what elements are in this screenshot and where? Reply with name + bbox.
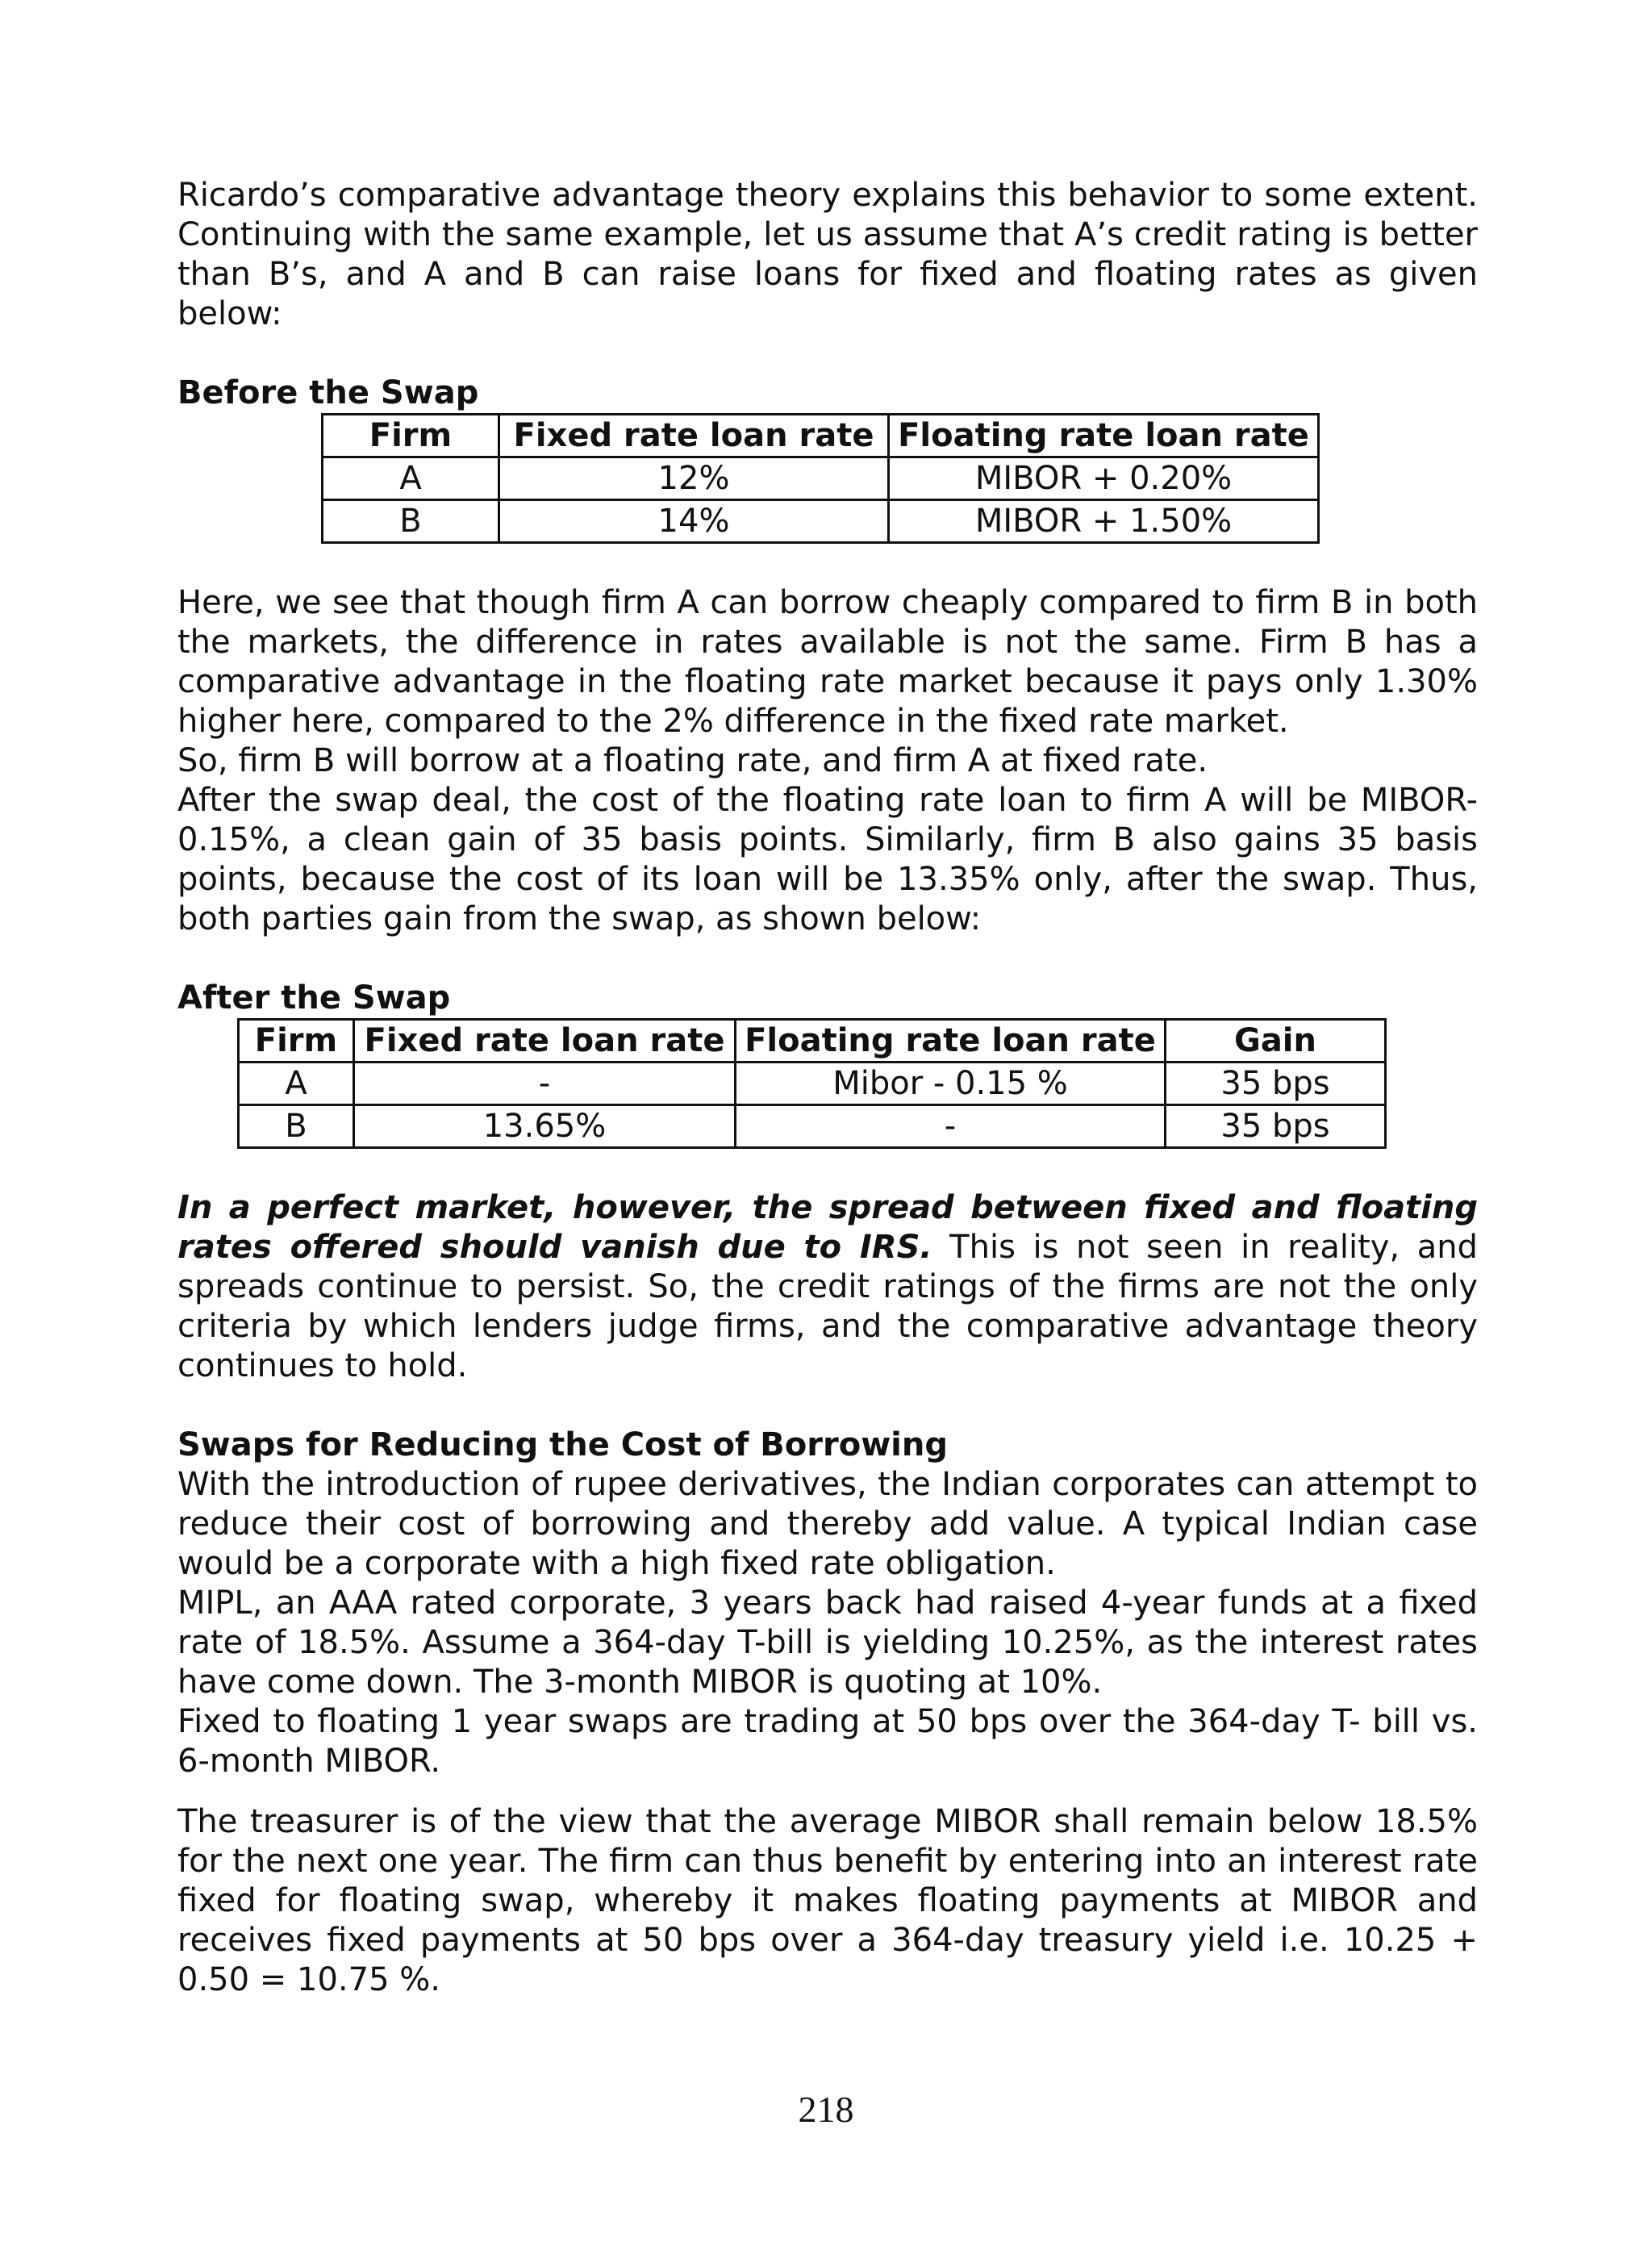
column-header-floating-rate: Floating rate loan rate xyxy=(889,415,1319,457)
table-header-row xyxy=(323,415,1319,457)
paragraph-treasurer-view: The treasurer is of the view that the average MIBOR shall remain below 18.5% for the next one year. The firm can thus benefit by entering into an interest rate fixed for floating swap, whereby it makes floating payments at MIBOR and receives fixed payments at 50 bps over a 364-day treasury yield i.e. 10.25 + 0.50 = 10.75 %. xyxy=(177,1803,1478,1998)
emphasis-text: In a perfect market, however, the spread between fixed and floating rates offered should vanish due to IRS. xyxy=(177,1189,1478,1266)
paragraph-text: This is not seen in reality, and spreads continue to persist. So, the credit ratings of the firms are not the only criteria by which lenders judge firms, and the comparative advantage theory continues to hold. xyxy=(177,1229,1478,1384)
heading-swaps-reducing-cost: Swaps for Reducing the Cost of Borrowing xyxy=(177,1426,948,1463)
table-cell: 35 bps xyxy=(1166,1063,1386,1105)
table-row xyxy=(239,1105,1386,1148)
heading-after-swap: After the Swap xyxy=(177,979,451,1017)
table-cell: - xyxy=(736,1105,1166,1148)
table-cell: 13.65% xyxy=(354,1105,736,1148)
table-cell: Mibor - 0.15 % xyxy=(736,1063,1166,1105)
table-cell: 35 bps xyxy=(1166,1105,1386,1148)
table-cell: MIBOR + 0.20% xyxy=(889,457,1319,500)
table-cell: 14% xyxy=(499,500,889,543)
table-row xyxy=(323,457,1319,500)
column-header-floating-rate: Floating rate loan rate xyxy=(736,1020,1166,1063)
paragraph-ricardo-theory: Ricardo’s comparative advantage theory explains this behavior to some extent. Continuing with the same example, let us assume that A’s credit rating is better than B’s, and A and B can raise loans for fixed and floating rates as given below: xyxy=(177,177,1478,332)
table-cell: - xyxy=(354,1063,736,1105)
table-cell: B xyxy=(239,1105,354,1148)
table-header-row xyxy=(239,1020,1386,1063)
table-cell: MIBOR + 1.50% xyxy=(889,500,1319,543)
column-header-gain: Gain xyxy=(1166,1020,1386,1063)
table-cell: B xyxy=(323,500,499,543)
page-content xyxy=(177,176,1478,2000)
table-cell: A xyxy=(239,1063,354,1105)
column-header-firm: Firm xyxy=(239,1020,354,1063)
column-header-fixed-rate: Fixed rate loan rate xyxy=(354,1020,736,1063)
paragraph-after-swap-deal: After the swap deal, the cost of the floating rate loan to firm A will be MIBOR-0.15%, a clean gain of 35 basis points. Similarly, firm B also gains 35 basis points, because the cost of its loan will be 13.35% only, after the swap. Thus, both parties gain from the swap, as shown below: xyxy=(177,782,1478,937)
table-cell: A xyxy=(323,457,499,500)
column-header-firm: Firm xyxy=(323,415,499,457)
paragraph-rupee-derivatives: With the introduction of rupee derivatives, the Indian corporates can attempt to reduce their cost of borrowing and thereby add value. A typical Indian case would be a corporate with a high fixed rate obligation. xyxy=(177,1466,1478,1582)
table-row xyxy=(239,1063,1386,1105)
table-cell: 12% xyxy=(499,457,889,500)
table-row xyxy=(323,500,1319,543)
paragraph-borrow-decision: So, firm B will borrow at a floating rate, and firm A at fixed rate. xyxy=(177,742,1208,779)
paragraph-perfect-market xyxy=(177,1188,1478,1386)
table-before-swap xyxy=(321,413,1320,544)
paragraph-comparative-advantage: Here, we see that though firm A can borrow cheaply compared to firm B in both the markets, the difference in rates available is not the same. Firm B has a comparative advantage in the floating rate market because it pays only 1.30% higher here, compared to the 2% difference in the fixed rate market. xyxy=(177,584,1478,740)
heading-before-swap: Before the Swap xyxy=(177,374,479,411)
page-number: 218 xyxy=(798,2089,854,2130)
paragraph-fixed-to-floating: Fixed to floating 1 year swaps are trading at 50 bps over the 364-day T- bill vs. 6-month MIBOR. xyxy=(177,1703,1478,1780)
column-header-fixed-rate: Fixed rate loan rate xyxy=(499,415,889,457)
paragraph-mipl-example: MIPL, an AAA rated corporate, 3 years back had raised 4-year funds at a fixed rate of 18.5%. Assume a 364-day T-bill is yielding 10.25%, as the interest rates have come down. The 3-month MIBOR is quoting at 10%. xyxy=(177,1584,1478,1701)
table-after-swap xyxy=(237,1018,1387,1149)
